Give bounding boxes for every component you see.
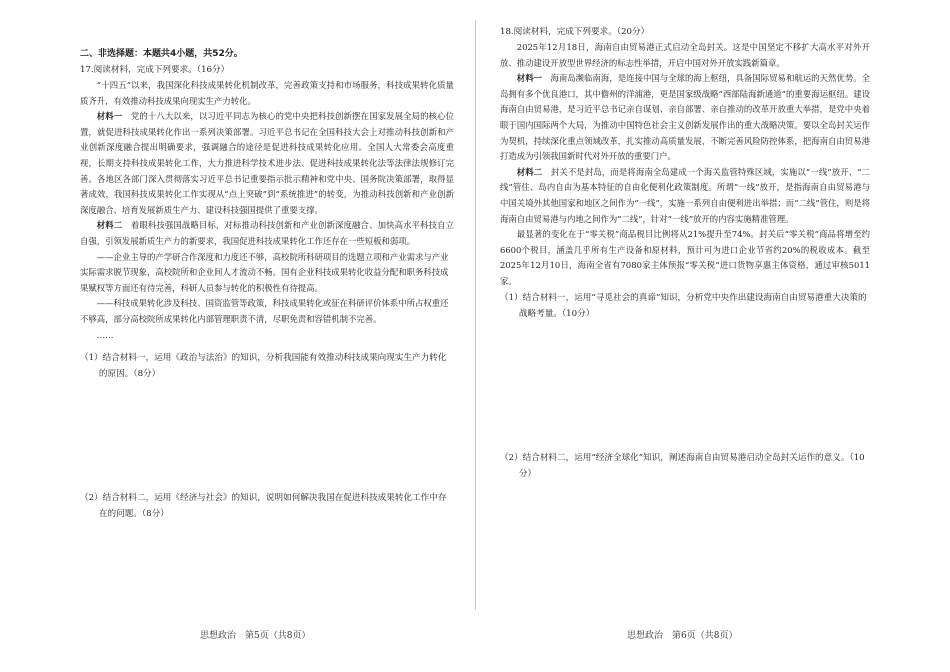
section-title: 二、非选择题：本题共4小题，共52分。 (80, 49, 243, 59)
question-17-material-1 (80, 109, 454, 218)
question-18-material-2 (500, 165, 870, 227)
material-1-text: 海南岛濒临南海，是连接中国与全球的海上枢纽，具备国际贸易和航运的天然优势。全岛拥有多个优良港口，其中儋州的洋浦港，更是国家级战略“西部陆海新通道”的重要海运枢纽。建设海南自由贸易港，是习近平总书记亲自谋划、亲自部署、亲自推动的改革开放重大举措，是党中央着眼于国内国际两个大局，为推动中国特色社会主义创新发展作出的重大战略决策。要以全岛封关运作为契机，持续深化重点领域改革，扎实推动高质量发展，不断完善风险防控体系，把海南自由贸易港打造成为引领我国新时代对外开放的重要门户。 (500, 73, 871, 162)
material-2-label: 材料二 (516, 166, 543, 177)
material-1-label: 材料一 (96, 111, 123, 122)
question-17-sub-1: （1）结合材料一，运用《政治与法治》的知识，分析我国能有效推动科技成果向现实生产力转化的原因。（8分） (80, 352, 447, 379)
material-1-text: 党的十八大以来，以习近平同志为核心的党中央把科技创新摆在国家发展全局的核心位置，就促进科技成果转化作出一系列决策部署。习近平总书记在全国科技大会上对推动科技创新和产业创新深度融合提出明确要求，强调融合的途径是促进科技成果转化应用。全国人大常委会高度重视，长期支持科技成果转化工作，大力推进科学技术进步法、促进科技成果转化法等法律法规修订完善。各地区各部门深入贯彻落实习近平总书记重要指示批示精神和党中央、国务院决策部署，取得显著成效，我国科技成果转化工作实现从“点上突破”到“系统推进”的转变，为推动科技创新和产业创新深度融合、培育发展新质生产力、建设科技强国提供了重要支撑。 (80, 111, 455, 215)
material-2-text: 封关不是封岛，而是将海南全岛建成一个海关监管特殊区域，实施以“一线”放开、“二线”管住、岛内自由为基本特征的自由化便利化政策制度。所谓“一线”放开，是指海南自由贸易港与中国关境外其他国家和地区之间作为“一线”，实施一系列自由便利进出举措；而“二线”管住，则是将海南自由贸易港与内地之间作为“二线”，针对“一线”放开的内容实施精准管理。 (500, 166, 871, 224)
material-1-label: 材料一 (516, 73, 543, 84)
question-18-sub-1: （1）结合材料一，运用“寻觅社会的真谛”知识，分析党中央作出建设海南自由贸易港重大决策的战略考量。（10分） (500, 292, 867, 319)
material-2-quote-1: ——企业主导的产学研合作深度和力度还不够，高校院所科研项目的选题立项和产业需求与产业实际需求脱节现象，高校院所和企业间人才流动不畅。国有企业科技成果转化收益分配和职务科技成果赋权等方面还有待完善，科研人员参与转化的积极性有待提高。 (80, 251, 449, 293)
material-2-label: 材料二 (96, 220, 123, 231)
question-18-title: 18.阅读材料，完成下列要求。（20分） (500, 27, 650, 37)
question-18-intro: 2025年12月18日，海南自由贸易港正式启动全岛封关。这是中国坚定不移扩大高水平对外开放、推动建设开放型世界经济的标志性举措，开启中国对外开放实践新篇章。 (500, 42, 870, 68)
material-2-quote-2: ——科技成果转化涉及科技、国资监管等政策，科技成果转化或征在科研评价体系中所占权重还不够高，部分高校院所成果转化内部管理职责不清，尽职免责和容错机制不完善。 (80, 298, 449, 324)
question-18-paragraph-3: 最显著的变化在于“零关税”商品税目比例将从21%提升至74%。封关后“零关税”商品将增至约6600个税目，涵盖几乎所有生产设备和原材料，预计可为进口企业节省约20%的税收成本。截至2025年12月10日，海南全省有7080家主体预报“零关税”进口货物享惠主体资格，通过审核5011家。 (500, 229, 870, 286)
page-footer-left: 思想政治 第5页（共8页） (200, 631, 311, 641)
page-footer-right: 思想政治 第6页（共8页） (627, 631, 738, 641)
question-17-material-2 (80, 218, 454, 249)
question-18-material-1 (500, 71, 870, 165)
question-17-sub-2: （2）结合材料二，运用《经济与社会》的知识，说明如何解决我国在促进科技成果转化工作中存在的问题。（8分） (80, 492, 447, 519)
ellipsis: …… (96, 329, 114, 340)
right-page (476, 0, 950, 672)
material-2-text: 着眼科技强国战略目标，对标推动科技创新和产业创新深度融合、加快高水平科技自立自强，引领发展新质生产力的新要求，我国促进科技成果转化工作还存在一些短板和弱项。 (80, 220, 455, 246)
question-17-intro: “十四五”以来，我国深化科技成果转化机制改革，完善政策支持和市场服务，科技成果转化质量质齐升，有效推动科技成果向现实生产力转化。 (80, 80, 454, 106)
question-17-title: 17.阅读材料，完成下列要求。（16分） (80, 65, 230, 75)
question-18-sub-2: （2）结合材料二，运用“经济全球化”知识，阐述海南自由贸易港启动全岛封关运作的意义。（10分） (500, 452, 865, 479)
